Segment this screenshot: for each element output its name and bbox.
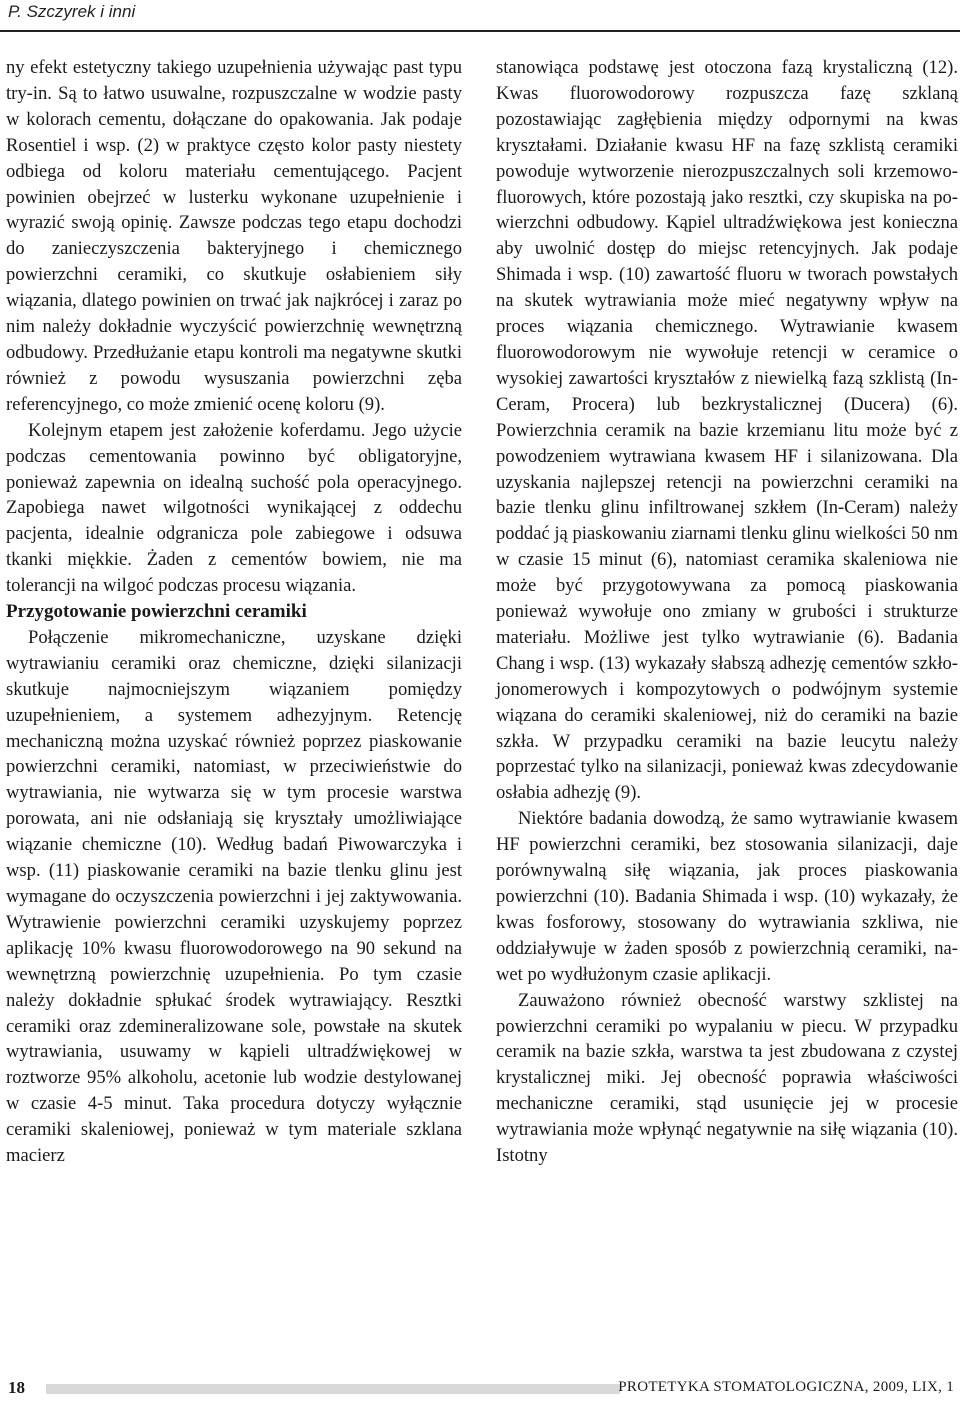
header-rule [0, 30, 960, 32]
page-footer [0, 1378, 960, 1400]
right-paragraph-2: Niektóre badania dowodzą, że samo wytrawianie kwasem HF powierzchni ceramiki, bez stosowania silanizacji, daje porównywalną siłę wiązania, jak proces piaskowania powierzchni (10). Badania Shimada i wsp. (10) wykazały, że kwas fosforowy, stosowany do wytrawiania szkliwa, nie oddziaływuje w żaden sposób z powierzchnią ceramiki, nawet po wydłużonym czasie aplikacji. [496, 808, 958, 985]
journal-citation: PROTETYKA STOMATOLOGICZNA, 2009, LIX, 1 [618, 1379, 954, 1395]
right-paragraph-3: Zauważono również obecność warstwy szklistej na powierzchni ceramiki po wypalaniu w piecu. W przypadku ceramik na bazie szkła, warstwa ta jest zbudowana z czystej krystalicznej miki. Jej obecność poprawia właściwości mechaniczne ceramiki, stąd usunięcie jej w procesie wytrawiania może wpłynąć negatywnie na siłę wiązania (10). Istotny [496, 989, 958, 1167]
left-paragraph-3: Połączenie mikromechaniczne, uzyskane dzięki wytrawianiu ceramiki oraz chemiczne, dzięki silanizacji skutkuje najmocniejszym wiązaniem pomiędzy uzupełnieniem, a systemem adhezyjnym. Retencję mechaniczną można uzyskać również poprzez piaskowanie powierzchni ceramiki, natomiast, w przeciwieństwie do wytrawiania, nie wytwarza się w tym procesie warstwa porowata, ani nie odsłaniają się kryształy umożliwiające wiązanie chemiczne (10). Według badań Piwowarczyka i wsp. (11) piaskowanie ceramiki na bazie tlenku glinu jest wymagane do oczyszczenia powierzchni i jej zaktywowania. Wytrawienie powierzchni ceramiki uzyskujemy poprzez aplikację 10% kwasu fluorowodorowego na 90 sekund na wewnętrzną powierzchnię uzupełnienia. Po tym czasie należy dokładnie spłukać środek wytrawiający. Resztki ceramiki oraz zdemineralizowane sole, powstałe na skutek wytrawiania, usuwamy w kąpieli ultradźwiękowej w roztworze 95% alkoholu, acetonie lub wodzie destylowanej w czasie 4-5 minut. Taka procedura dotyczy wyłącznie ceramiki skaleniowej, ponieważ w tym materiale szklana macierz [6, 626, 462, 1167]
left-paragraph-2: Kolejnym etapem jest założenie koferdamu. Jego użycie podczas cementowania powinno być obligatoryjne, ponieważ zapewnia on idealną suchość pola operacyjnego. Zapobiega nawet wilgotności wynikającej z oddechu pacjenta, idealnie odgranicza pole zabiegowe i odsuwa tkanki miękkie. Żaden z cementów bowiem, nie ma tolerancji na wilgoć podczas procesu wiązania. [6, 419, 462, 597]
footer-bar [46, 1384, 620, 1394]
right-column [496, 55, 958, 1169]
left-column [6, 55, 462, 1169]
page-number: 18 [8, 1378, 25, 1397]
section-heading: Przygotowanie powierzchni ceramiki [6, 601, 307, 623]
left-paragraph-1: ny efekt estetyczny takiego uzupełnienia używając past typu try-in. Są to łatwo usuwalne, rozpuszczalne w wodzie pasty w kolorach cementu, dołączane do opakowania. Jak podaje Rosentiel i wsp. (2) w praktyce często kolor pasty niestety odbiega od koloru materiału cementującego. Pacjent powinien obejrzeć w lusterku wykonane uzupełnienie i wyrazić swoją opinię. Zawsze podczas tego etapu dochodzi do zanieczyszczenia bakteryjnego i chemicznego powierzchni ceramiki, co skutkuje osłabieniem siły wiązania, dlatego powinien on trwać jak najkrócej i zaraz po nim należy dokładnie wyczyścić powierzchnię wewnętrzną odbudowy. Przedłużanie etapu kontroli ma negatywne skutki również z powodu wysuszania powierzchni zęba referencyjnego, co może zmienić ocenę koloru (9). [6, 57, 462, 415]
right-paragraph-1: stanowiąca podstawę jest otoczona fazą krystaliczną (12). Kwas fluorowodorowy rozpuszcza fazę szklaną pozostawiając zagłębienia między odpornymi na kwas kryształami. Działanie kwasu HF na fazę szklistą ceramiki powoduje wytworzenie nierozpuszczalnych soli krzemowo-fluorowych, które pozostają jako resztki, czy skupiska na powierzchni odbudowy. Kąpiel ultradźwiękowa jest konieczna aby uwolnić dostęp do miejsc retencyjnych. Jak podaje Shimada i wsp. (10) zawartość fluoru w tworach powstałych na skutek wytrawiania może mieć negatywny wpływ na proces wiązania chemicznego. Wytrawianie kwasem fluorowodorowym nie wywołuje retencji w ceramice o wysokiej zawartości kryształów z niewielką fazą szklistą (In-Ceram, Procera) lub bezkrystalicznej (Ducera) (6). Powierzchnia ceramik na bazie krzemianu litu może być z powodzeniem wytrawiana kwasem HF i silanizowana. Dla uzyskania najlepszej retencji na powierzchni ceramiki na bazie tlenku glinu infiltrowanej szkłem (In-Ceram) należy poddać ją piaskowaniu ziarnami tlenku glinu wielkości 50 nm w czasie 15 minut (6), natomiast ceramika skaleniowa nie może być przygotowywana za pomocą piaskowania ponieważ wywołuje ono zmiany w grubości i strukturze materiału. Możliwe jest tylko wytrawianie (6). Badania Chang i wsp. (13) wykazały słabszą adhezję cementów szkło-jonomerowych i kompozytowych o podwójnym systemie wiązana do ceramiki skaleniowej, niż do ceramiki na bazie szkła. W przypadku ceramiki na bazie leucytu należy poprzestać tylko na silanizacji, ponieważ kwas zdecydowanie osłabia adhezję (9). [496, 57, 958, 804]
running-head: P. Szczyrek i inni [8, 2, 136, 21]
